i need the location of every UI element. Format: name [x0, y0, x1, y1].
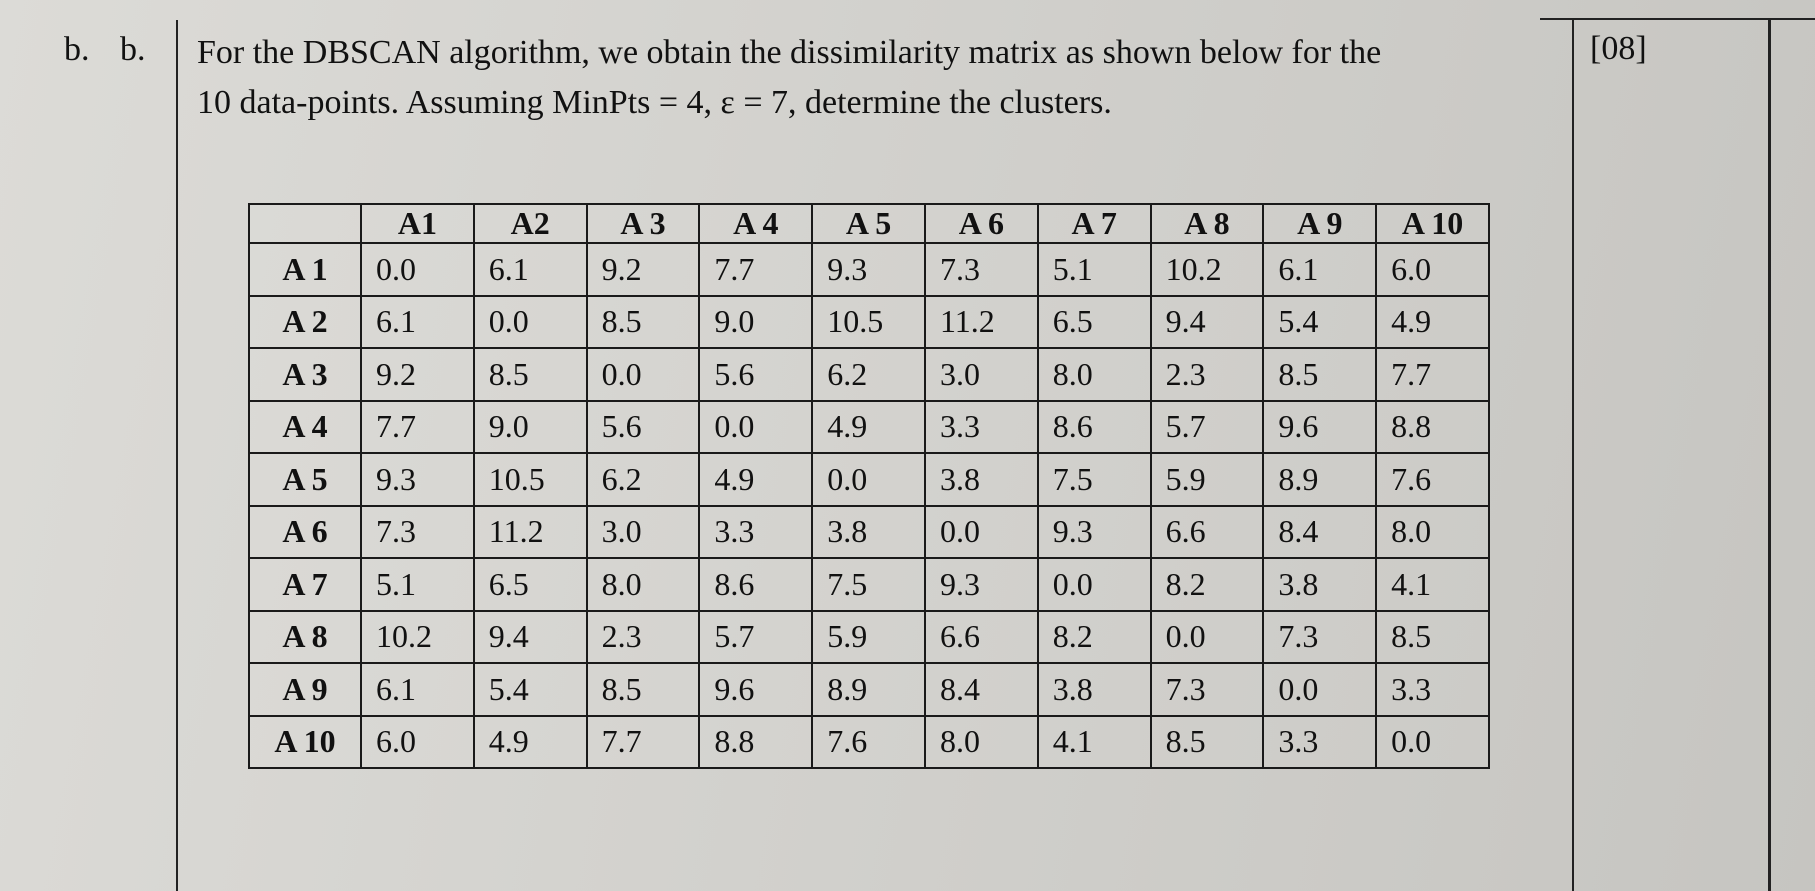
matrix-cell: 8.0	[1376, 506, 1489, 559]
matrix-cell: 0.0	[361, 243, 474, 296]
matrix-cell: 8.0	[925, 716, 1038, 769]
matrix-cell: 0.0	[474, 296, 587, 349]
matrix-cell: 2.3	[587, 611, 700, 664]
matrix-body	[249, 243, 1489, 768]
table-row	[249, 453, 1489, 506]
matrix-cell: 3.3	[699, 506, 812, 559]
matrix-cell: 7.5	[812, 558, 925, 611]
matrix-cell: 9.0	[699, 296, 812, 349]
column-header: A 5	[812, 204, 925, 243]
matrix-cell: 7.6	[812, 716, 925, 769]
matrix-cell: 9.4	[1151, 296, 1264, 349]
matrix-cell: 4.1	[1038, 716, 1151, 769]
matrix-cell: 8.8	[699, 716, 812, 769]
question-line-2: 10 data-points. Assuming MinPts = 4, ε = 7, determine the clusters.	[197, 84, 1112, 121]
matrix-cell: 8.2	[1151, 558, 1264, 611]
matrix-cell: 6.2	[587, 453, 700, 506]
row-header: A 4	[249, 401, 361, 454]
matrix-cell: 7.7	[361, 401, 474, 454]
column-header: A 6	[925, 204, 1038, 243]
matrix-cell: 2.3	[1151, 348, 1264, 401]
matrix-cell: 5.7	[1151, 401, 1264, 454]
row-header: A 2	[249, 296, 361, 349]
table-row	[249, 558, 1489, 611]
matrix-cell: 7.3	[925, 243, 1038, 296]
matrix-cell: 0.0	[1038, 558, 1151, 611]
matrix-cell: 9.6	[699, 663, 812, 716]
matrix-cell: 6.5	[474, 558, 587, 611]
matrix-cell: 4.9	[1376, 296, 1489, 349]
matrix-cell: 6.6	[925, 611, 1038, 664]
matrix-cell: 5.9	[812, 611, 925, 664]
matrix-cell: 7.7	[699, 243, 812, 296]
matrix-cell: 8.4	[925, 663, 1038, 716]
row-header: A 9	[249, 663, 361, 716]
matrix-cell: 0.0	[1151, 611, 1264, 664]
matrix-cell: 8.5	[1376, 611, 1489, 664]
matrix-cell: 6.0	[361, 716, 474, 769]
question-label-inner: b.	[120, 31, 146, 68]
marks-allocation: [08]	[1590, 30, 1647, 67]
matrix-cell: 9.2	[587, 243, 700, 296]
row-header: A 1	[249, 243, 361, 296]
question-text	[197, 28, 1567, 128]
matrix-cell: 7.3	[1263, 611, 1376, 664]
matrix-cell: 0.0	[587, 348, 700, 401]
matrix-cell: 0.0	[699, 401, 812, 454]
matrix-cell: 6.2	[812, 348, 925, 401]
matrix-cell: 3.0	[587, 506, 700, 559]
column-header: A 8	[1151, 204, 1264, 243]
row-header: A 10	[249, 716, 361, 769]
matrix-cell: 5.7	[699, 611, 812, 664]
dissimilarity-matrix	[248, 203, 1490, 769]
matrix-cell: 6.1	[361, 296, 474, 349]
marks-column-divider	[1572, 20, 1574, 891]
matrix-cell: 8.5	[587, 663, 700, 716]
matrix-cell: 5.1	[361, 558, 474, 611]
matrix-corner-cell	[249, 204, 361, 243]
matrix-cell: 4.9	[474, 716, 587, 769]
table-row	[249, 348, 1489, 401]
matrix-cell: 9.3	[361, 453, 474, 506]
matrix-cell: 6.1	[474, 243, 587, 296]
matrix-cell: 3.8	[925, 453, 1038, 506]
matrix-cell: 10.5	[812, 296, 925, 349]
matrix-cell: 6.1	[361, 663, 474, 716]
matrix-cell: 8.2	[1038, 611, 1151, 664]
matrix-cell: 7.5	[1038, 453, 1151, 506]
matrix-cell: 3.3	[925, 401, 1038, 454]
column-header: A1	[361, 204, 474, 243]
label-column-divider	[176, 20, 178, 891]
column-header: A 4	[699, 204, 812, 243]
matrix-cell: 5.6	[587, 401, 700, 454]
matrix-cell: 7.7	[1376, 348, 1489, 401]
matrix-cell: 8.6	[699, 558, 812, 611]
matrix-cell: 8.5	[587, 296, 700, 349]
table-row	[249, 243, 1489, 296]
matrix-header-row	[249, 204, 1489, 243]
matrix-cell: 10.2	[361, 611, 474, 664]
matrix-cell: 6.6	[1151, 506, 1264, 559]
matrix-cell: 7.7	[587, 716, 700, 769]
table-row	[249, 506, 1489, 559]
matrix-cell: 8.0	[587, 558, 700, 611]
matrix-cell: 5.9	[1151, 453, 1264, 506]
matrix-cell: 11.2	[925, 296, 1038, 349]
row-header: A 7	[249, 558, 361, 611]
matrix-cell: 8.6	[1038, 401, 1151, 454]
matrix-cell: 7.3	[361, 506, 474, 559]
matrix-cell: 9.3	[1038, 506, 1151, 559]
matrix-cell: 9.0	[474, 401, 587, 454]
matrix-cell: 7.3	[1151, 663, 1264, 716]
table-row	[249, 611, 1489, 664]
matrix-cell: 4.9	[699, 453, 812, 506]
matrix-cell: 3.3	[1376, 663, 1489, 716]
question-line-1: For the DBSCAN algorithm, we obtain the dissimilarity matrix as shown below for the	[197, 34, 1382, 71]
row-header: A 8	[249, 611, 361, 664]
row-header: A 5	[249, 453, 361, 506]
matrix-cell: 5.6	[699, 348, 812, 401]
matrix-cell: 3.8	[1038, 663, 1151, 716]
matrix-cell: 6.5	[1038, 296, 1151, 349]
table-row	[249, 716, 1489, 769]
matrix-cell: 6.1	[1263, 243, 1376, 296]
matrix-cell: 3.3	[1263, 716, 1376, 769]
column-header: A 7	[1038, 204, 1151, 243]
matrix-cell: 9.2	[361, 348, 474, 401]
matrix-cell: 10.5	[474, 453, 587, 506]
matrix-cell: 0.0	[1376, 716, 1489, 769]
column-header: A 3	[587, 204, 700, 243]
table-row	[249, 296, 1489, 349]
matrix-cell: 8.5	[1263, 348, 1376, 401]
question-label-outer: b.	[64, 31, 90, 68]
column-header: A 9	[1263, 204, 1376, 243]
matrix-cell: 11.2	[474, 506, 587, 559]
column-header: A2	[474, 204, 587, 243]
matrix-cell: 8.9	[1263, 453, 1376, 506]
matrix-cell: 8.9	[812, 663, 925, 716]
matrix-cell: 9.3	[812, 243, 925, 296]
matrix-cell: 5.4	[474, 663, 587, 716]
matrix-cell: 3.0	[925, 348, 1038, 401]
table-row	[249, 401, 1489, 454]
table-row	[249, 663, 1489, 716]
matrix-cell: 8.0	[1038, 348, 1151, 401]
matrix-cell: 0.0	[925, 506, 1038, 559]
right-edge-divider	[1768, 20, 1771, 891]
matrix-cell: 5.4	[1263, 296, 1376, 349]
matrix-cell: 8.5	[1151, 716, 1264, 769]
matrix-cell: 0.0	[1263, 663, 1376, 716]
matrix-cell: 3.8	[812, 506, 925, 559]
matrix-cell: 8.8	[1376, 401, 1489, 454]
matrix-cell: 5.1	[1038, 243, 1151, 296]
matrix-cell: 0.0	[812, 453, 925, 506]
matrix-cell: 8.4	[1263, 506, 1376, 559]
matrix-cell: 4.1	[1376, 558, 1489, 611]
matrix-cell: 7.6	[1376, 453, 1489, 506]
matrix-cell: 6.0	[1376, 243, 1489, 296]
row-header: A 6	[249, 506, 361, 559]
matrix-cell: 9.4	[474, 611, 587, 664]
matrix-cell: 10.2	[1151, 243, 1264, 296]
matrix-cell: 9.3	[925, 558, 1038, 611]
matrix-cell: 4.9	[812, 401, 925, 454]
column-header: A 10	[1376, 204, 1489, 243]
matrix-cell: 8.5	[474, 348, 587, 401]
matrix-cell: 3.8	[1263, 558, 1376, 611]
top-rule	[1540, 18, 1815, 20]
matrix-cell: 9.6	[1263, 401, 1376, 454]
row-header: A 3	[249, 348, 361, 401]
